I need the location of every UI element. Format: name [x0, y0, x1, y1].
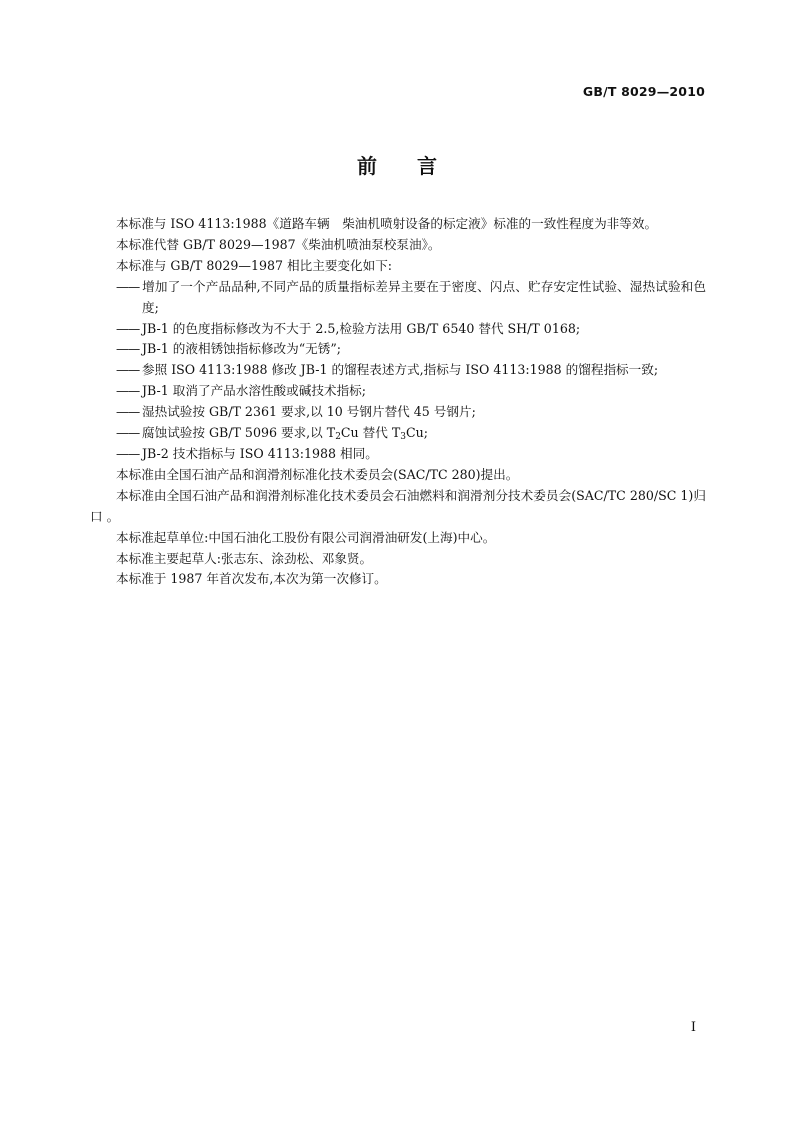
- change-item: [90, 360, 706, 381]
- change-item-text: JB-1 取消了产品水溶性酸或碱技术指标;: [142, 383, 366, 399]
- change-item: [90, 444, 706, 465]
- dash-marker: ——: [116, 341, 140, 357]
- paragraph-drafters: 本标准主要起草人:张志东、涂劲松、邓象贤。: [116, 550, 373, 566]
- dash-marker: ——: [116, 278, 140, 294]
- change-item-text: 参照 ISO 4113:1988 修改 JB-1 的馏程表述方式,指标与 ISO 4113:1988 的馏程指标一致;: [142, 362, 659, 378]
- subscript: 3: [400, 432, 406, 443]
- dash-marker: ——: [116, 383, 140, 399]
- subscript: 2: [335, 432, 341, 443]
- document-body: [90, 214, 706, 590]
- dash-marker: ——: [116, 362, 140, 378]
- paragraph-consistency: 本标准与 ISO 4113:1988《道路车辆 柴油机喷射设备的标定液》标准的一致性程度为非等效。: [116, 216, 658, 231]
- paragraph-changes-intro: 本标准与 GB/T 8029—1987 相比主要变化如下:: [116, 257, 393, 273]
- corrosion-text-suffix: Cu;: [406, 425, 428, 441]
- change-item: [90, 339, 706, 360]
- change-item: [90, 319, 706, 340]
- corrosion-text-prefix: 腐蚀试验按 GB/T 5096 要求,以 T: [142, 425, 336, 441]
- change-item: [90, 402, 706, 423]
- change-item-text: 增加了一个产品品种,不同产品的质量指标差异主要在于密度、闪点、贮存安定性试验、湿热试验和色度;: [142, 278, 706, 315]
- paragraph-drafting-unit: 本标准起草单位:中国石油化工股份有限公司润滑油研发(上海)中心。: [116, 529, 496, 545]
- page-number: I: [690, 1020, 696, 1035]
- paragraph-replaces: 本标准代替 GB/T 8029—1987《柴油机喷油泵校泵油》。: [116, 236, 441, 252]
- corrosion-text-middle: Cu 替代 T: [340, 425, 401, 441]
- change-item-corrosion: [90, 423, 706, 444]
- page-title: 前言: [357, 154, 477, 178]
- dash-marker: ——: [116, 404, 140, 420]
- change-item-text: JB-1 的色度指标修改为不大于 2.5,检验方法用 GB/T 6540 替代 SH/T 0168;: [142, 320, 581, 336]
- dash-marker: ——: [116, 425, 140, 441]
- standard-code: GB/T 8029—2010: [582, 84, 705, 99]
- dash-marker: ——: [116, 320, 140, 336]
- paragraph-centralized-by: 本标准由全国石油产品和润滑剂标准化技术委员会石油燃料和润滑剂分技术委员会(SAC/TC 280/SC 1)归口 。: [90, 487, 706, 524]
- paragraph-proposed-by: 本标准由全国石油产品和润滑剂标准化技术委员会(SAC/TC 280)提出。: [116, 466, 519, 482]
- change-item: [90, 277, 706, 319]
- dash-marker: ——: [116, 445, 140, 461]
- change-item: [90, 381, 706, 402]
- change-item-text: JB-1 的液相锈蚀指标修改为“无锈”;: [142, 341, 342, 357]
- paragraph-history: 本标准于 1987 年首次发布,本次为第一次修订。: [116, 571, 387, 587]
- change-item-text: JB-2 技术指标与 ISO 4113:1988 相同。: [142, 445, 378, 461]
- change-item-text: 湿热试验按 GB/T 2361 要求,以 10 号钢片替代 45 号钢片;: [142, 404, 476, 420]
